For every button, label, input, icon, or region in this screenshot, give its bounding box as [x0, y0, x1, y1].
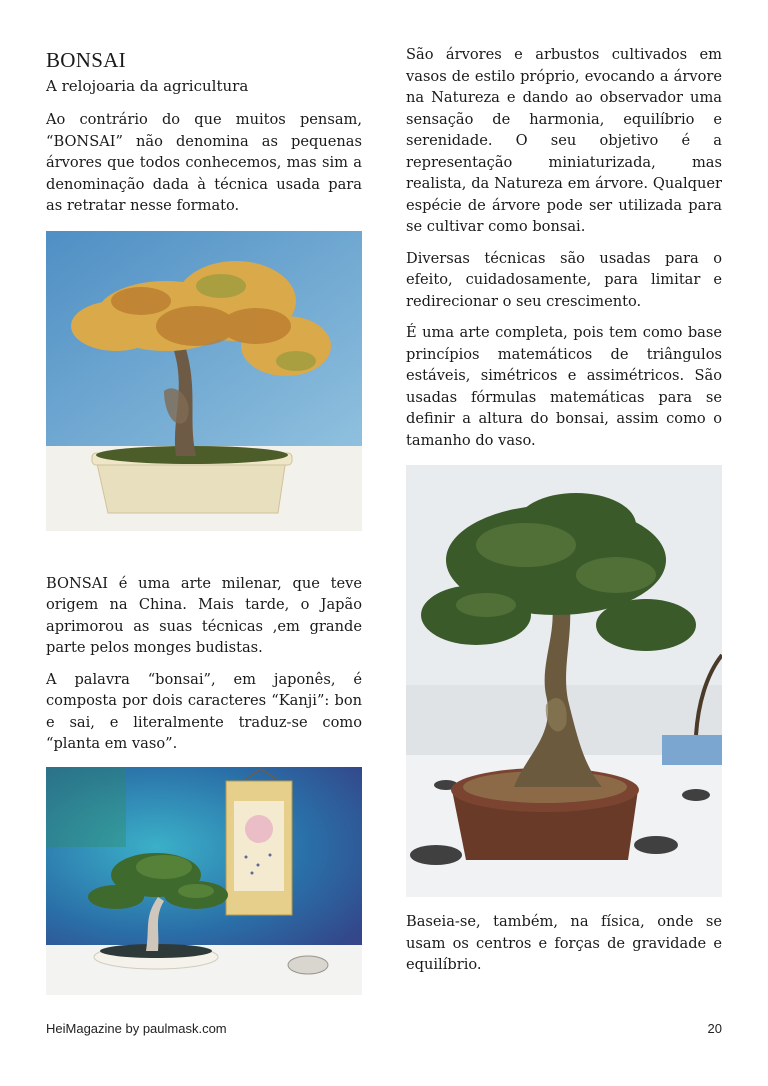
paragraph-intro: Ao contrário do que muitos pensam, “BONSAI” não denomina as pequenas árvores que todos conhecemos, mas sim a denominação dada à técnica usada para as retratar nesse formato.	[46, 111, 362, 214]
footer-page-number: 20	[707, 1021, 722, 1036]
bonsai-photo-olive	[406, 465, 722, 897]
paragraph-word-meaning: A palavra “bonsai”, em japonês, é composta por dois caracteres “Kanji”: bon e sai, e literalmente traduz-se como “planta em vaso”.	[46, 670, 362, 752]
scroll-bonsai-image	[46, 767, 362, 995]
article-subtitle: A relojoaria da agricultura	[46, 77, 249, 95]
paragraph-origin: BONSAI é uma arte milenar, que teve origem na China. Mais tarde, o Japão aprimorou as suas técnicas ,em grande parte pelos monges budistas.	[46, 574, 362, 656]
paragraph-techniques: Diversas técnicas são usadas para o efeito, cuidadosamente, para limitar e redirecionar o seu crescimento.	[406, 249, 722, 310]
olive-bonsai-image	[406, 465, 722, 897]
left-column	[46, 44, 362, 995]
paragraph-description: São árvores e arbustos cultivados em vasos de estilo próprio, evocando a árvore na Natureza e dando ao observador uma sensação de harmonia, equilíbrio e serenidade. O seu objetivo é a representação miniaturizada, mas realista, da Natureza em árvore. Qualquer espécie de árvore pode ser utilizada para se cultivar como bonsai.	[406, 46, 722, 235]
bonsai-photo-scroll	[46, 767, 362, 995]
right-column	[406, 44, 722, 986]
paragraph-physics: Baseia-se, também, na física, onde se usam os centros e forças de gravidade e equilíbrio.	[406, 913, 722, 973]
golden-bonsai-image	[46, 231, 362, 531]
paragraph-math: É uma arte completa, pois tem como base princípios matemáticos de triângulos estáveis, simétricos e assimétricos. São usadas fórmulas matemáticas para se definir a altura do bonsai, assim como o tamanho do vaso.	[406, 324, 722, 449]
article-title: BONSAI	[46, 48, 126, 72]
bonsai-photo-golden	[46, 231, 362, 531]
footer-publication: HeiMagazine by paulmask.com	[46, 1021, 227, 1036]
